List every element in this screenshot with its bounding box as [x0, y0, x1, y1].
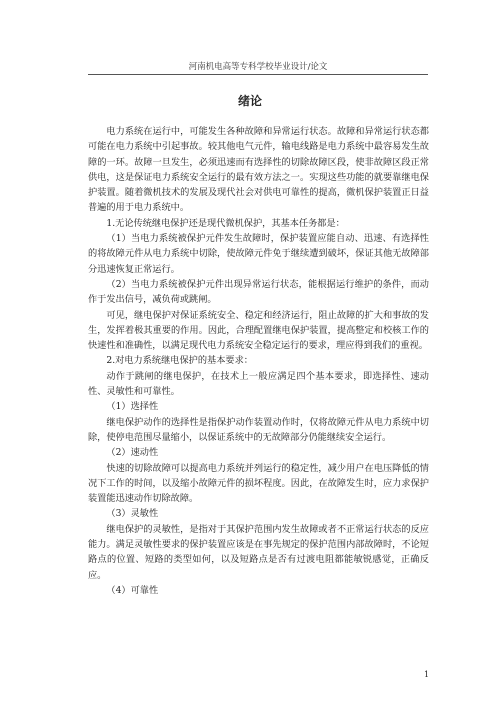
- paragraph: 继电保护动作的选择性是指保护动作装置动作时，仅将故障元件从电力系统中切除，使停电范围尽量缩小，以保证系统中的无故障部分仍能继续安全运行。: [88, 416, 429, 443]
- page-number: 1: [424, 670, 430, 679]
- paragraph: 2.对电力系统继电保护的基本要求：: [106, 355, 253, 367]
- paragraph: 动作于跳闸的继电保护，在技术上一般应满足四个基本要求，即选择性、速动性、灵敏性和可靠性。: [88, 370, 429, 398]
- paragraph: （1）当电力系统被保护元件发生故障时，保护装置应能自动、迅速、有选择性的将故障元件从电力系统中切除，使故障元件免于继续遭到破坏，保证其他无故障部分迅速恢复正常运行。: [88, 233, 429, 275]
- page-header: 河南机电高等专科学校毕业设计/论文: [188, 62, 328, 72]
- page-title: 绪论: [237, 94, 262, 108]
- paragraph: （4）可靠性: [106, 584, 159, 596]
- paragraph: 1.无论传统继电保护还是现代微机保护，其基本任务都是：: [106, 217, 345, 229]
- header-rule: [88, 74, 428, 75]
- document-body: [88, 124, 429, 598]
- paragraph: （3）灵敏性: [106, 508, 159, 520]
- paragraph: 电力系统在运行中，可能发生各种故障和异常运行状态。故障和异常运行状态都可能在电力系统中引起事故。较其他电气元件，输电线路是电力系统中最容易发生故障的一环。故障一旦发生，必须迅速而有选择性的切除故障区段，使非故障区段正常供电，这是保证电力系统安全运行的最有效方法之一。实现这些功能的就要靠继电保护装置。随着微机技术的发展及现代社会对供电可靠性的提高，微机保护装置正日益普遍的用于电力系统中。: [88, 126, 429, 214]
- paragraph: 可见，继电保护对保证系统安全、稳定和经济运行，阻止故障的扩大和事故的发生，发挥着极其重要的作用。因此，合理配置继电保护装置，提高整定和校核工作的快速性和准确性，以满足现代电力系统安全稳定运行的要求，理应得到我们的重视。: [88, 309, 429, 352]
- paragraph: （1）选择性: [106, 401, 159, 413]
- paragraph: （2）当电力系统被保护元件出现异常运行状态，能根据运行维护的条件，而动作于发出信号，减负荷或跳闸。: [88, 278, 429, 306]
- paragraph: 快速的切除故障可以提高电力系统并列运行的稳定性，减少用户在电压降低的情况下工作的时间，以及缩小故障元件的损坏程度。因此，在故障发生时，应力求保护装置能迅速动作切除故障。: [88, 462, 429, 505]
- paragraph: （2）速动性: [106, 447, 159, 459]
- paragraph: 继电保护的灵敏性，是指对于其保护范围内发生故障或者不正常运行状态的反应能力。满足灵敏性要求的保护装置应该是在事先规定的保护范围内部故障时，不论短路点的位置、短路的类型如何，以及短路点是否有过渡电阻都能敏锐感觉，正确反应。: [88, 523, 429, 581]
